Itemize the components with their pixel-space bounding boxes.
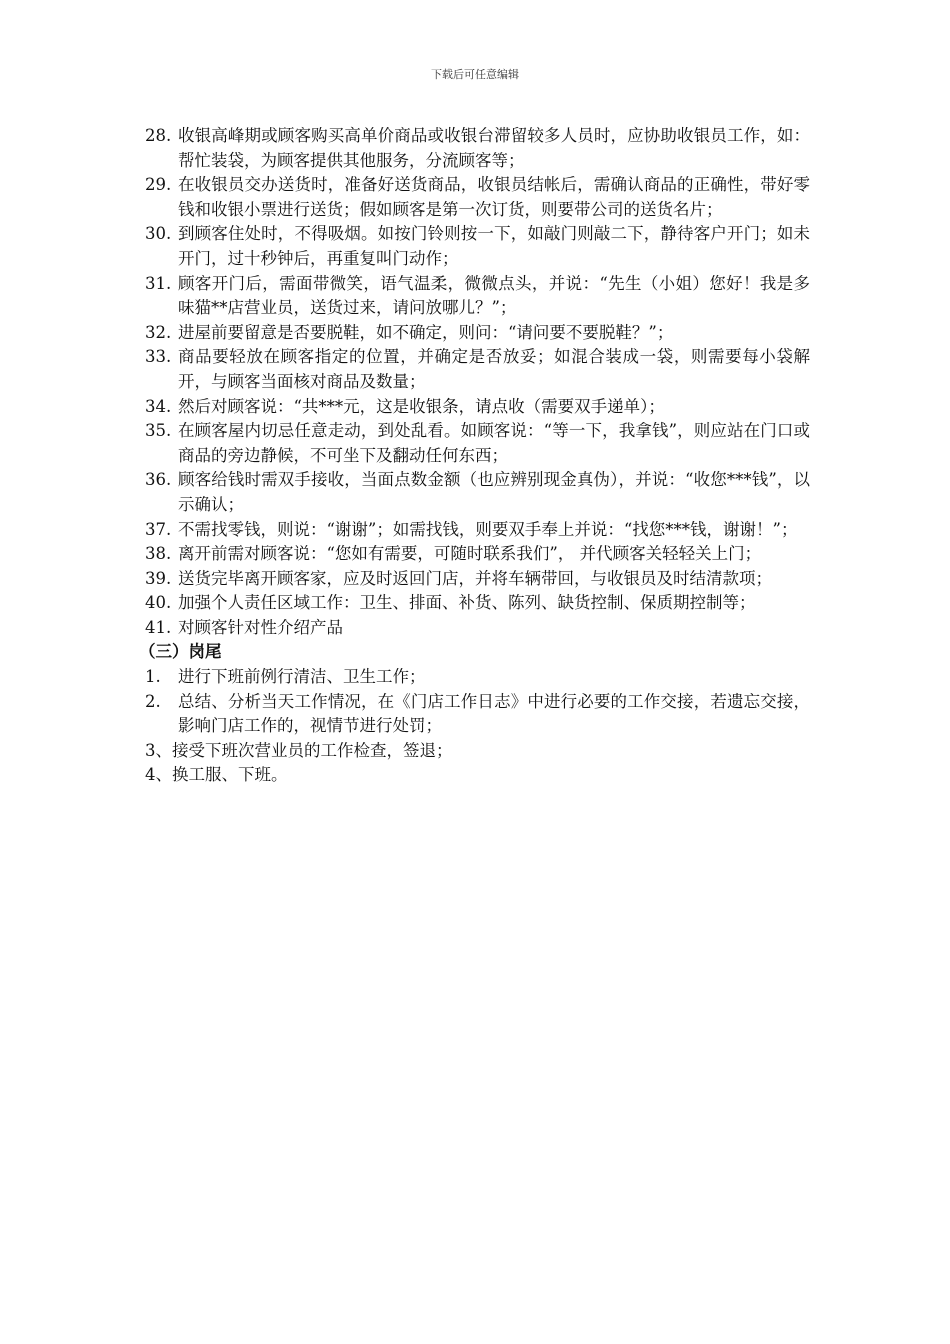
list-item [145,665,810,690]
item-number: 33. [145,347,172,367]
item-number: 37. [145,519,172,539]
plain-line: 3、接受下班次营业员的工作检查，签退； [145,740,453,760]
list-item [145,591,810,616]
list-item [145,173,810,222]
item-number: 1. [145,667,161,687]
list-item [145,395,810,420]
item-text: 顾客给钱时需双手接收，当面点数金额（也应辨别现金真伪），并说：“收您***钱”，以示确认； [178,470,810,514]
section-heading: （三）岗尾 [139,642,222,662]
item-text: 总结、分析当天工作情况，在《门店工作日志》中进行必要的工作交接，若遗忘交接，影响门店工作的，视情节进行处罚； [178,691,810,736]
list-item [145,542,810,567]
list-item [145,222,810,271]
item-number: 31. [145,273,172,293]
item-number: 30. [145,224,172,244]
item-text: 然后对顾客说：“共***元，这是收银条，请点收（需要双手递单）； [178,396,665,416]
item-number: 29. [145,175,172,195]
item-number: 35. [145,421,172,441]
list-item [145,518,810,543]
item-number: 2. [145,691,161,711]
item-text: 离开前需对顾客说：“您如有需要，可随时联系我们”， 并代顾客关轻轻关上门； [178,544,762,564]
item-number: 36. [145,470,172,490]
item-text: 加强个人责任区域工作：卫生、排面、补货、陈列、缺货控制、保质期控制等； [178,593,756,613]
list-item [145,567,810,592]
item-number: 34. [145,396,172,416]
item-text: 商品要轻放在顾客指定的位置，并确定是否放妥；如混合装成一袋，则需要每小袋解开，与顾客当面核对商品及数量； [178,347,810,391]
list-item [145,419,810,468]
item-number: 40. [145,593,172,613]
document-body [139,124,810,788]
duty-list-main [145,124,810,640]
list-item [145,468,810,517]
duty-list-end [145,665,810,739]
item-number: 38. [145,544,172,564]
item-text: 对顾客针对性介绍产品 [178,617,343,637]
item-text: 收银高峰期或顾客购买高单价商品或收银台滞留较多人员时，应协助收银员工作，如：帮忙装袋，为顾客提供其他服务，分流顾客等； [178,126,810,170]
item-text: 顾客开门后，需面带微笑，语气温柔，微微点头，并说：“先生（小姐）您好！我是多味猫**店营业员，送货过来，请问放哪儿？”； [178,273,810,318]
item-text: 进屋前要留意是否要脱鞋，如不确定，则问：“请问要不要脱鞋？”； [178,322,674,342]
item-text: 送货完毕离开顾客家，应及时返回门店，并将车辆带回，与收银员及时结清款项； [178,568,772,588]
item-text: 在顾客屋内切忌任意走动，到处乱看。如顾客说：“等一下，我拿钱”，则应站在门口或商品的旁边静候，不可坐下及翻动任何东西； [178,421,810,465]
item-text: 在收银员交办送货时，准备好送货商品，收银员结帐后，需确认商品的正确性，带好零钱和收银小票进行送货；假如顾客是第一次订货，则要带公司的送货名片； [178,175,810,219]
list-item [145,124,810,173]
list-item [145,345,810,394]
item-text: 不需找零钱，则说：“谢谢”；如需找钱，则要双手奉上并说：“找您***钱，谢谢！”； [178,519,798,539]
list-item [145,272,810,321]
item-number: 39. [145,568,172,588]
plain-line: 4、换工服、下班。 [145,765,288,785]
item-text: 到顾客住处时，不得吸烟。如按门铃则按一下，如敲门则敲二下，静待客户开门；如未开门，过十秒钟后，再重复叫门动作； [178,224,810,268]
item-number: 32. [145,322,172,342]
item-text: 进行下班前例行清洁、卫生工作； [178,667,426,687]
list-item [145,616,810,641]
item-number: 28. [145,126,172,145]
list-item [145,690,810,739]
item-number: 41. [145,617,172,637]
list-item [145,321,810,346]
page-header: 下载后可任意编辑 [431,68,519,81]
